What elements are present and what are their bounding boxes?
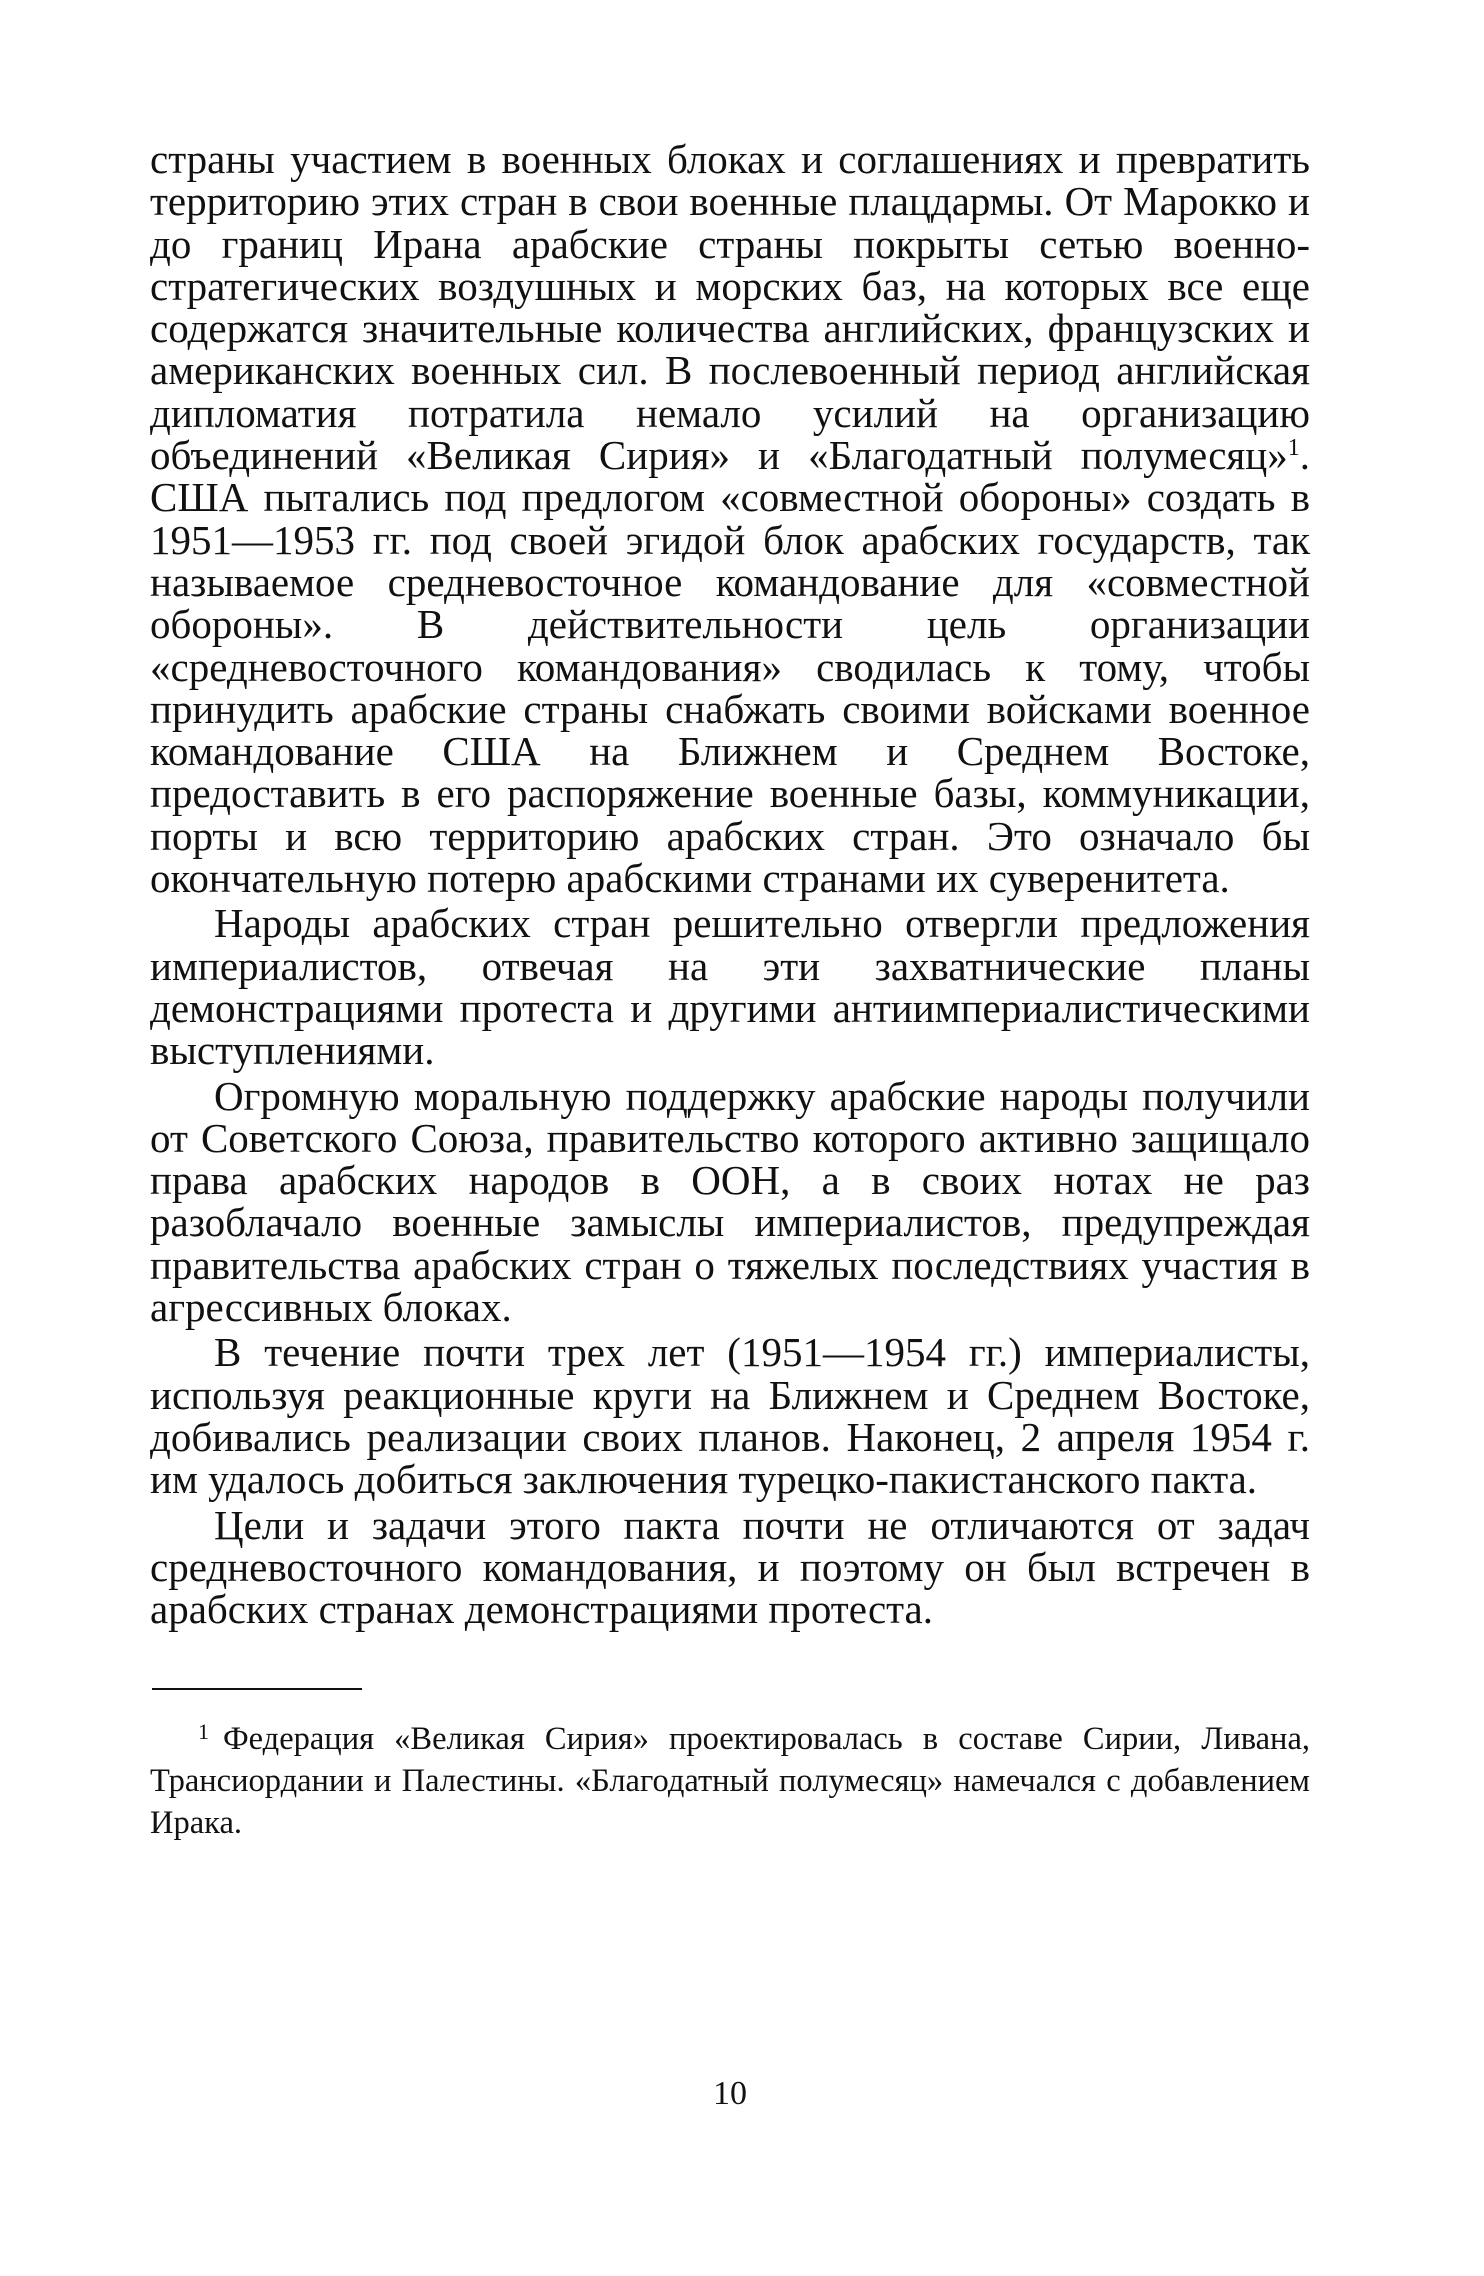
footnote <box>150 1718 1310 1844</box>
footnote-reference: 1 <box>1287 435 1300 462</box>
body-text <box>150 136 1310 1633</box>
paragraph-1 <box>150 136 1310 902</box>
footnote-text: Федерация «Великая Сирия» проектировалась в составе Сирии, Ливана, Трансиордании и Палестины. «Благодатный полумесяц» намечался с добавлением Ирака. <box>150 1721 1310 1842</box>
footnote-divider <box>152 1688 362 1690</box>
paragraph-1-text-after: . США пытались под предлогом «совместной обороны» создать в 1951—1953 гг. под своей эгидой блок арабских государств, так называемое средневосточное командование для «совместной обороны». В действительности цель организации «средневосточного командования» сводилась к тому, чтобы принудить арабские страны снабжать своими войсками военное командование США на Ближнем и Среднем Востоке, предоставить в его распоряжение военные базы, коммуникации, порты и всю территорию арабских стран. Это означало бы окончательную потерю арабскими странами их суверенитета. <box>150 432 1310 902</box>
page-number: 10 <box>713 2075 747 2112</box>
paragraph-5: Цели и задачи этого пакта почти не отличаются от задач средневосточного командования, и поэтому он был встречен в арабских странах демонстрациями протеста. <box>150 1501 1310 1633</box>
paragraph-1-text-before: страны участием в военных блоках и соглашениях и превратить территорию этих стран в свои военные плацдармы. От Марокко и до границ Ирана арабские страны покрыты сетью военно-стратегических воздушных и морских баз, на которых все еще содержатся значительные количества английских, французских и американских военных сил. В послевоенный период английская дипломатия потратила немало усилий на организацию объединений «Великая Сирия» и «Благодатный полумесяц» <box>150 136 1310 479</box>
paragraph-2: Народы арабских стран решительно отвергли предложения империалистов, отвечая на эти захватнические планы демонстрациями протеста и другими антиимпериалистическими выступлениями. <box>150 900 1310 1074</box>
paragraph-3: Огромную моральную поддержку арабские народы получили от Советского Союза, правительство которого активно защищало права арабских народов в ООН, а в своих нотах не раз разоблачало военные замыслы империалистов, предупреждая правительства арабских стран о тяжелых последствиях участия в агрессивных блоках. <box>150 1072 1310 1331</box>
document-page <box>150 136 1310 2112</box>
footnote-marker: 1 <box>198 1719 209 1745</box>
paragraph-4: В течение почти трех лет (1951—1954 гг.) империалисты, используя реакционные круги на Ближнем и Среднем Востоке, добивались реализации своих планов. Наконец, 2 апреля 1954 г. им удалось добиться заключения турецко-пакистанского пакта. <box>150 1329 1310 1503</box>
